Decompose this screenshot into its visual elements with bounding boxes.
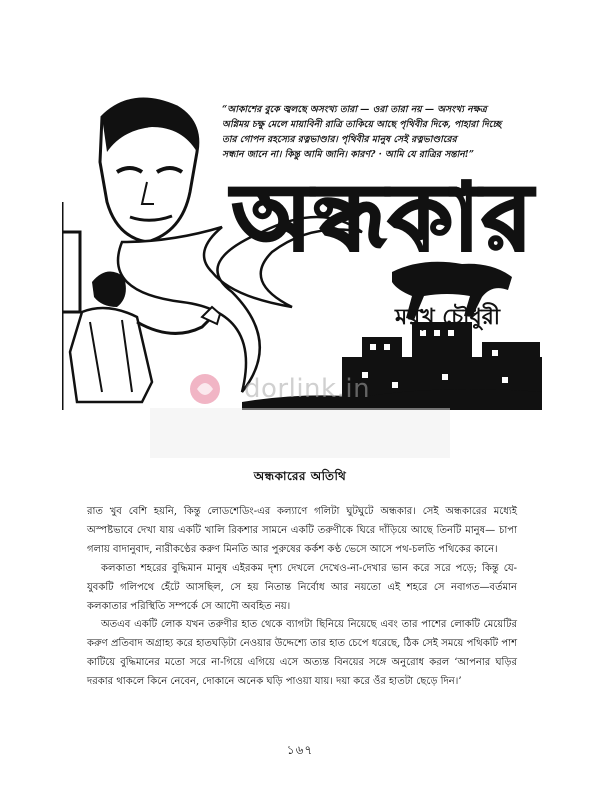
illustration-quote	[222, 102, 542, 162]
watermark-band	[150, 408, 450, 458]
watermark	[188, 372, 428, 412]
chapter-title: অন্ধকারের অতিথি	[253, 469, 347, 483]
watermark-text: dorlink.in	[244, 374, 371, 404]
author-name-art: ময়ূখ চৌধুরী	[395, 305, 501, 330]
page-number: ১৬৭	[286, 743, 314, 757]
quote-line: অগ্নিময় চক্ষু মেলে মায়াবিনী রাত্রি তাকিয়ে আছে পৃথিবীর দিকে, পাহারা দিচ্ছে	[222, 119, 502, 130]
watermark-logo-icon	[188, 372, 222, 406]
paragraph: কলকাতা শহরের বুদ্ধিমান মানুষ এইরকম দৃশ্য দেখলে দেখেও-না-দেখার ভান করে সরে পড়ে; কিন্তু যে-যুবকটি গলিপথে হেঁটে আসছিল, সে হয় নিতান্ত নির্বোধ আর নয়তো এই শহরে সে নবাগত—বর্তমান কলকাতার পরিস্থিতি সম্পর্কে সে আদৌ অবহিত নয়।	[87, 562, 517, 612]
story-title-art: অন্ধকার	[232, 164, 535, 271]
quote-line: সন্ধান জানে না। কিন্তু আমি জানি। কারণ? · আমি যে রাত্রির সন্তান!”	[222, 149, 475, 160]
quote-line: তার গোপন রহস্যের রত্নভাণ্ডার। পৃথিবীর মানুষ সেই রত্নভাণ্ডারের	[222, 134, 457, 145]
quote-line: “আকাশের বুকে জ্বলছে অসংখ্য তারা — ওরা তারা নয় — অসংখ্য নক্ষত্র	[222, 104, 487, 115]
paragraph: রাত খুব বেশি হয়নি, কিন্তু লোডশেডিং-এর কল্যাণে গলিটা ঘুটঘুটে অন্ধকার। সেই অন্ধকারের মধ্যেই অস্পষ্টভাবে দেখা যায় একটি খালি রিকশার সামনে একটি তরুণীকে ঘিরে দাঁড়িয়ে আছে তিনটি মানুষ— চাপা গলায় বাদানুবাদ, নারীকণ্ঠের করুণ মিনতি আর পুরুষের কর্কশ কণ্ঠ ভেসে আসে পথ-চলতি পথিকের কানে।	[87, 506, 517, 555]
man-face-drawing	[100, 99, 198, 242]
body-text	[87, 503, 517, 692]
paragraph: অতএব একটি লোক যখন তরুণীর হাত থেকে ব্যাগটা ছিনিয়ে নিয়েছে এবং তার পাশের লোকটি মেয়েটির করুণ প্রতিবাদ অগ্রাহ্য করে হাতঘড়িটা নেওয়ার উদ্দেশ্যে তার হাত চেপে ধরেছে, ঠিক সেই সময়ে পথিকটি পাশ কাটিয়ে বুদ্ধিমানের মতো সরে না-গিয়ে এগিয়ে এসে অত্যন্ত বিনয়ের সঙ্গে অনুরোধ করল ‘আপনার ঘড়ির দরকার থাকলে কিনে নেবেন, দোকানে অনেক ঘড়ি পাওয়া যায়। দয়া করে ওঁর হাতটা ছেড়ে দিন।’	[87, 619, 517, 688]
